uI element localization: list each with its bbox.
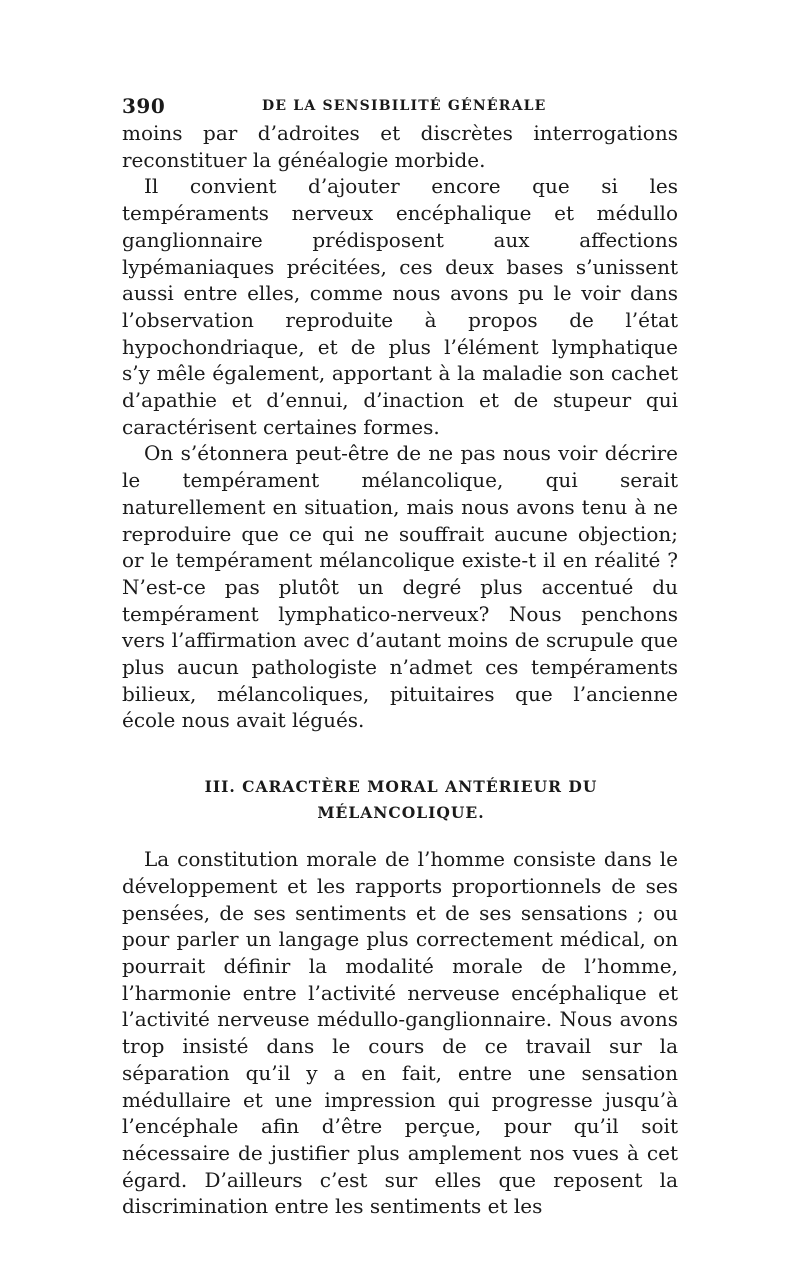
- paragraph-temperaments: Il convient d’ajouter encore que si les tempéraments nerveux encéphalique et médullo ganglionnaire prédisposent aux affections lypémaniaques précitées, ces deux bases s’unissent aussi entre elles, comme nous avons pu le voir dans l’observation reproduite à propos de l’état hypochondriaque, et de plus l’élément lymphatique s’y mêle également, apportant à la maladie son cachet d’apathie et d’ennui, d’inaction et de stupeur qui caractérisent certaines formes.: [122, 174, 678, 439]
- section-heading: III. CARACTÈRE MORAL ANTÉRIEUR DU MÉLANCOLIQUE.: [204, 777, 598, 823]
- page-header: [122, 90, 678, 120]
- running-title: DE LA SENSIBILITÉ GÉNÉRALE: [262, 98, 547, 114]
- page-number: 390: [122, 94, 166, 118]
- section-body: [122, 846, 678, 1220]
- paragraph-melancholic-temperament: On s’étonnera peut-être de ne pas nous voir décrire le tempérament mélancolique, qui serait naturellement en situation, mais nous avons tenu à ne reproduire que ce qui ne souffrait aucune objection; or le tempérament mélancolique existe-t il en réalité ? N’est-ce pas plutôt un degré plus accentué du tempérament lymphatico-nerveux? Nous penchons vers l’affirmation avec d’autant moins de scrupule que plus aucun pathologiste n’admet ces tempéraments bilieux, mélancoliques, pituitaires que l’ancienne école nous avait légués.: [122, 441, 678, 733]
- heading-spacer: [122, 826, 678, 846]
- book-page: [122, 90, 678, 1220]
- body-text: [122, 120, 678, 734]
- paragraph-continued: moins par d’adroites et discrètes interrogations reconstituer la généalogie morbide.: [122, 121, 678, 172]
- paragraph-moral-constitution: La constitution morale de l’homme consiste dans le développement et les rapports proportionnels de ses pensées, de ses sentiments et de ses sensations ; ou pour parler un langage plus correctement médical, on pourrait définir la modalité morale de l’homme, l’harmonie entre l’activité nerveuse encéphalique et l’activité nerveuse médullo-ganglionnaire. Nous avons trop insisté dans le cours de ce travail sur la séparation qu’il y a en fait, entre une sensation médullaire et une impression qui progresse jusqu’à l’encéphale afin d’être perçue, pour qu’il soit nécessaire de justifier plus amplement nos vues à cet égard. D’ailleurs c’est sur elles que reposent la discrimination entre les sentiments et les: [122, 847, 678, 1219]
- section-spacer: [122, 734, 678, 774]
